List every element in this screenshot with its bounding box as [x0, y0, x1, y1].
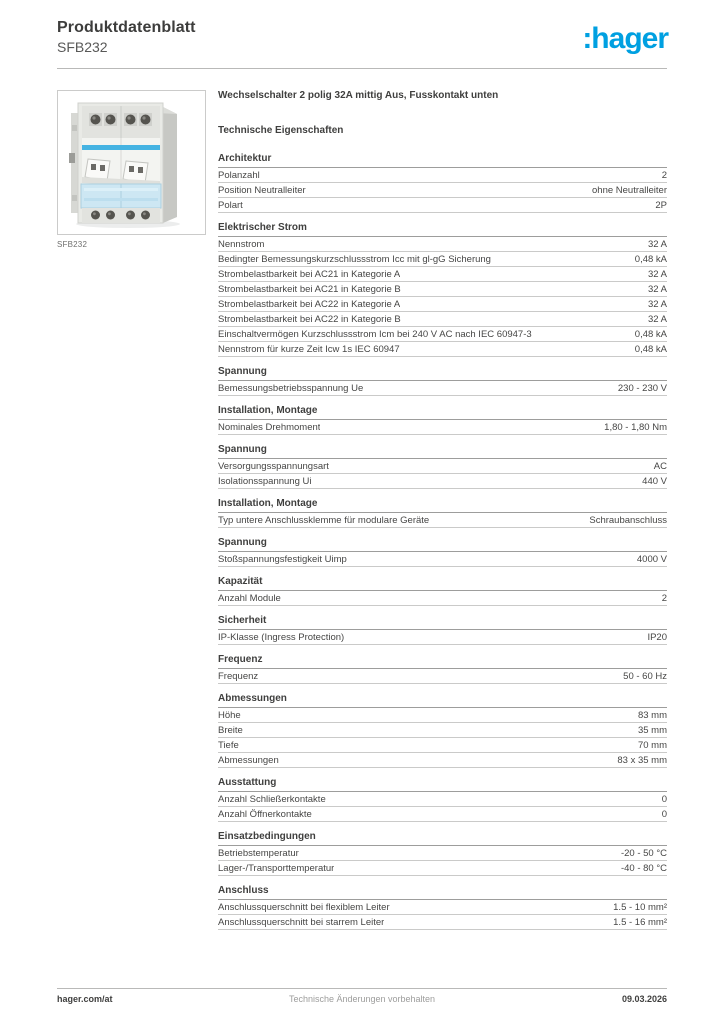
row-value: 4000 V	[636, 553, 667, 565]
section-heading: Installation, Montage	[218, 497, 667, 513]
row-label: Frequenz	[218, 670, 259, 682]
table-row	[218, 723, 667, 738]
row-label: Tiefe	[218, 739, 239, 751]
row-label: Anzahl Module	[218, 592, 281, 604]
spec-section	[218, 404, 667, 435]
table-row	[218, 630, 667, 645]
row-value: Schraubanschluss	[589, 514, 667, 526]
row-label: IP-Klasse (Ingress Protection)	[218, 631, 345, 643]
table-row	[218, 312, 667, 327]
row-value: 70 mm	[637, 739, 667, 751]
table-row	[218, 267, 667, 282]
row-value: 0,48 kA	[634, 253, 667, 265]
spec-section	[218, 365, 667, 396]
product-reference: SFB232	[57, 39, 108, 55]
tech-properties-title: Technische Eigenschaften	[218, 125, 344, 136]
spec-section	[218, 692, 667, 768]
spec-section	[218, 575, 667, 606]
spec-section	[218, 776, 667, 822]
table-row	[218, 513, 667, 528]
row-label: Betriebstemperatur	[218, 847, 299, 859]
table-row	[218, 738, 667, 753]
table-row	[218, 915, 667, 930]
row-label: Breite	[218, 724, 243, 736]
table-row	[218, 708, 667, 723]
row-value: 0	[661, 793, 667, 805]
row-label: Anzahl Schließerkontakte	[218, 793, 326, 805]
table-row	[218, 282, 667, 297]
row-value: IP20	[647, 631, 667, 643]
table-row	[218, 183, 667, 198]
row-label: Anschlussquerschnitt bei starrem Leiter	[218, 916, 385, 928]
row-value: 230 - 230 V	[617, 382, 667, 394]
table-row	[218, 792, 667, 807]
section-heading: Architektur	[218, 152, 667, 168]
table-row	[218, 252, 667, 267]
row-value: -20 - 50 °C	[620, 847, 667, 859]
section-heading: Spannung	[218, 443, 667, 459]
row-value: 32 A	[647, 313, 667, 325]
product-description: Wechselschalter 2 polig 32A mittig Aus, Fusskontakt unten	[218, 90, 499, 101]
row-value: 0,48 kA	[634, 343, 667, 355]
section-heading: Installation, Montage	[218, 404, 667, 420]
section-heading: Ausstattung	[218, 776, 667, 792]
table-row	[218, 168, 667, 183]
spec-section	[218, 152, 667, 213]
row-label: Typ untere Anschlussklemme für modulare Geräte	[218, 514, 430, 526]
row-value: 32 A	[647, 298, 667, 310]
table-row	[218, 420, 667, 435]
table-row	[218, 198, 667, 213]
spec-section	[218, 884, 667, 930]
table-row	[218, 753, 667, 768]
row-value: 1,80 - 1,80 Nm	[604, 421, 667, 433]
row-label: Anschlussquerschnitt bei flexiblem Leiter	[218, 901, 390, 913]
footer-divider	[57, 988, 667, 989]
row-value: 35 mm	[637, 724, 667, 736]
section-heading: Frequenz	[218, 653, 667, 669]
table-row	[218, 474, 667, 489]
row-label: Einschaltvermögen Kurzschlussstrom Icm bei 240 V AC nach IEC 60947-3	[218, 328, 532, 340]
row-value: 32 A	[647, 283, 667, 295]
row-label: Strombelastbarkeit bei AC22 in Kategorie B	[218, 313, 401, 325]
row-label: Position Neutralleiter	[218, 184, 306, 196]
row-label: Bemessungsbetriebsspannung Ue	[218, 382, 364, 394]
row-value: ohne Neutralleiter	[592, 184, 667, 196]
table-row	[218, 297, 667, 312]
table-row	[218, 327, 667, 342]
row-label: Höhe	[218, 709, 241, 721]
footer-date: 09.03.2026	[621, 994, 667, 1004]
row-value: 32 A	[647, 238, 667, 250]
page-title: Produktdatenblatt	[57, 19, 196, 36]
row-label: Nennstrom	[218, 238, 265, 250]
section-heading: Kapazität	[218, 575, 667, 591]
table-row	[218, 342, 667, 357]
row-value: AC	[653, 460, 667, 472]
row-label: Isolationsspannung Ui	[218, 475, 312, 487]
table-row	[218, 861, 667, 876]
section-heading: Spannung	[218, 536, 667, 552]
tech-sections	[218, 152, 667, 930]
row-label: Nominales Drehmoment	[218, 421, 321, 433]
row-value: 1.5 - 16 mm²	[613, 916, 667, 928]
footer-website-link[interactable]: hager.com/at	[57, 994, 113, 1004]
section-heading: Elektrischer Strom	[218, 221, 667, 237]
product-image	[57, 90, 206, 235]
row-value: 50 - 60 Hz	[623, 670, 667, 682]
row-value: 440 V	[642, 475, 667, 487]
row-label: Anzahl Öffnerkontakte	[218, 808, 312, 820]
spec-section	[218, 443, 667, 489]
row-value: 83 x 35 mm	[617, 754, 667, 766]
row-label: Stoßspannungsfestigkeit Uimp	[218, 553, 347, 565]
row-label: Nennstrom für kurze Zeit Icw 1s IEC 60947	[218, 343, 400, 355]
product-image-caption: SFB232	[57, 240, 88, 249]
table-row	[218, 669, 667, 684]
table-row	[218, 846, 667, 861]
row-value: 2P	[655, 199, 667, 211]
hager-logo: :hager	[582, 22, 668, 55]
row-label: Polanzahl	[218, 169, 260, 181]
row-value: -40 - 80 °C	[620, 862, 667, 874]
spec-section	[218, 536, 667, 567]
row-label: Versorgungsspannungsart	[218, 460, 329, 472]
table-row	[218, 591, 667, 606]
row-value: 0,48 kA	[634, 328, 667, 340]
table-row	[218, 381, 667, 396]
table-row	[218, 552, 667, 567]
spec-section	[218, 497, 667, 528]
row-label: Lager-/Transporttemperatur	[218, 862, 335, 874]
table-row	[218, 237, 667, 252]
row-label: Strombelastbarkeit bei AC21 in Kategorie A	[218, 268, 401, 280]
table-row	[218, 900, 667, 915]
spec-section	[218, 614, 667, 645]
row-label: Abmessungen	[218, 754, 279, 766]
footer-disclaimer: Technische Änderungen vorbehalten	[288, 994, 436, 1004]
row-label: Polart	[218, 199, 243, 211]
section-heading: Sicherheit	[218, 614, 667, 630]
footer	[57, 994, 667, 1004]
row-value: 1.5 - 10 mm²	[613, 901, 667, 913]
row-value: 2	[661, 169, 667, 181]
row-label: Bedingter Bemessungskurzschlussstrom Icc mit gl-gG Sicherung	[218, 253, 491, 265]
table-row	[218, 807, 667, 822]
modular-switch-illustration	[58, 91, 205, 234]
content-column	[218, 90, 667, 938]
header-divider	[57, 68, 667, 69]
row-label: Strombelastbarkeit bei AC21 in Kategorie B	[218, 283, 401, 295]
row-value: 83 mm	[637, 709, 667, 721]
section-heading: Spannung	[218, 365, 667, 381]
row-value: 2	[661, 592, 667, 604]
spec-section	[218, 830, 667, 876]
section-heading: Abmessungen	[218, 692, 667, 708]
spec-section	[218, 221, 667, 357]
section-heading: Anschluss	[218, 884, 667, 900]
row-value: 32 A	[647, 268, 667, 280]
row-label: Strombelastbarkeit bei AC22 in Kategorie A	[218, 298, 401, 310]
row-value: 0	[661, 808, 667, 820]
table-row	[218, 459, 667, 474]
spec-section	[218, 653, 667, 684]
section-heading: Einsatzbedingungen	[218, 830, 667, 846]
